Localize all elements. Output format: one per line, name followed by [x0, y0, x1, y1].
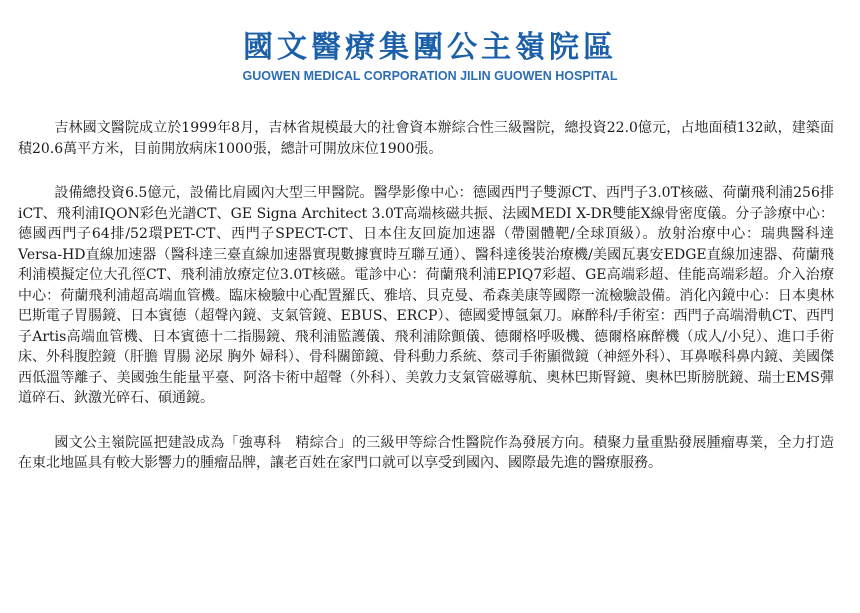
paragraph-overview: 吉林國文醫院成立於1999年8月，吉林省規模最大的社會資本辦綜合性三級醫院，總投資22.0億元，占地面積132畝，建築面積20.6萬平方米，目前開放病床1000張，總計可開放床位1900張。: [18, 120, 834, 157]
paragraph-development: 國文公主嶺院區把建設成為「強專科 精綜合」的三級甲等綜合性醫院作為發展方向。積聚力量重點發展腫瘤專業，全力打造在東北地區具有較大影響力的腫瘤品牌，讓老百姓在家門口就可以享受到國內、國際最先進的醫療服務。: [18, 434, 834, 471]
paragraph-equipment: 設備總投資6.5億元，設備比肩國內大型三甲醫院。醫學影像中心：德國西門子雙源CT、西門子3.0T核磁、荷蘭飛利浦256排iCT、飛利浦IQON彩色光譜CT、GE Signa Architect 3.0T高端核磁共振、法國MEDI X-DR雙能X線骨密度儀。分子診療中心：德國西門子64排/52環PET-CT、西門子SPECT-CT、日本住友回旋加速器（帶園體靶/全球頂級）。放射治療中心：瑞典醫科達Versa-HD直線加速器（醫科達三臺直線加速器實現數據實時互聯互通）、醫科達後裝治療機/美國瓦裏安EDGE直線加速器、荷蘭飛利浦模擬定位大孔徑CT、飛利浦放療定位3.0T核磁。電診中心：荷蘭飛利浦EPIQ7彩超、GE高端彩超、佳能高端彩超。介入治療中心：荷蘭飛利浦超高端血管機。臨床檢驗中心配置羅氏、雅培、貝克曼、希森美康等國際一流檢驗設備。消化內鏡中心：日本奧林巴斯電子胃腸鏡、日本賓德（超聲內鏡、支氣管鏡、EBUS、ERCP）、德國愛博氬氣刀。麻醉科/手術室：西門子高端滑軌CT、西門子Artis高端血管機、日本賓德十二指腸鏡、飛利浦監護儀、飛利浦除顫儀、德爾格呼吸機、德爾格麻醉機（成人/小兒）、進口手術床、外科腹腔鏡（肝膽 胃腸 泌尿 胸外 婦科）、骨科關節鏡、骨科動力系統、蔡司手術顯微鏡（神經外科）、耳鼻喉科鼻内鏡、美國傑西低溫等離子、美國強生能量平臺、阿洛卡術中超聲（外科）、美敦力支氣管磁導航、奧林巴斯腎鏡、奧林巴斯膀胱鏡、瑞士EMS彈道碎石、鈥激光碎石、碩通鏡。: [18, 185, 834, 406]
hospital-title-chinese: 國文醫療集團公主嶺院區: [243, 30, 617, 65]
hospital-title-english: GUOWEN MEDICAL CORPORATION JILIN GUOWEN HOSPITAL: [242, 69, 618, 83]
header: [0, 28, 860, 84]
article-body: [18, 118, 834, 474]
